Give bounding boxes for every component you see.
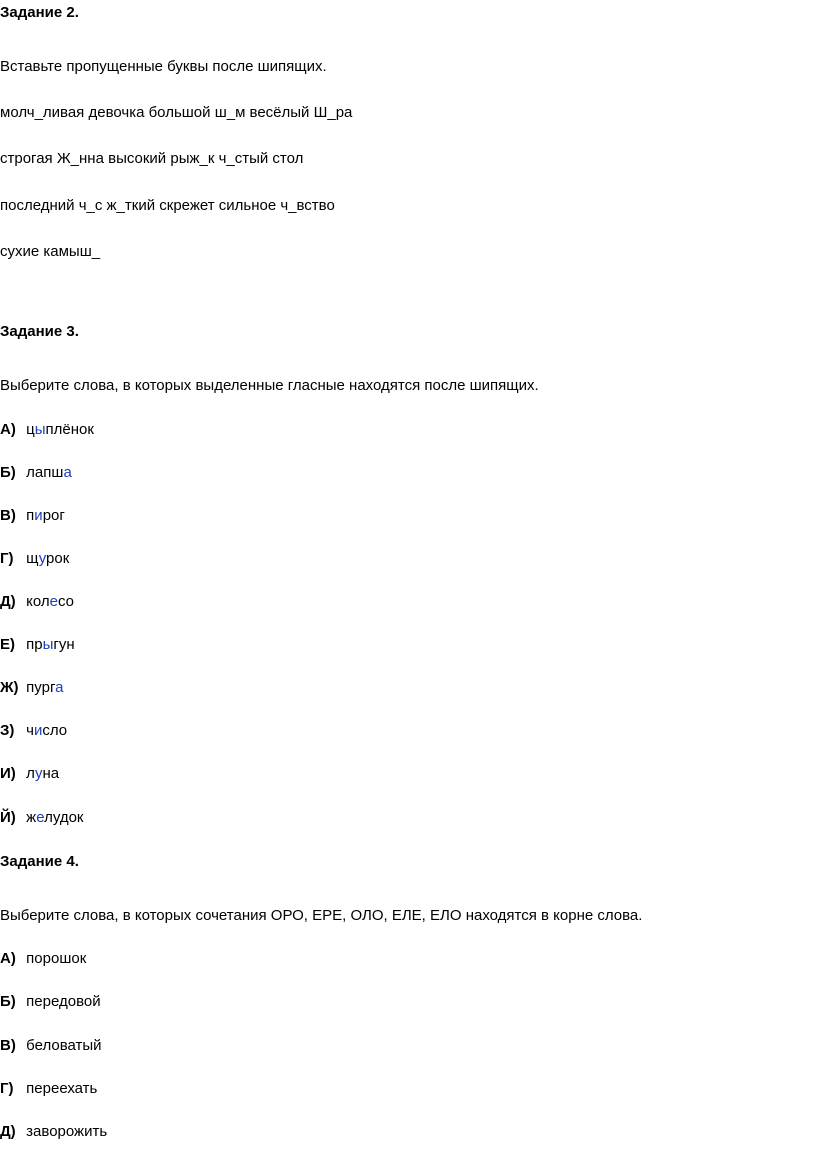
task3-option-d xyxy=(0,592,74,612)
option-word: переехать xyxy=(26,1080,98,1097)
highlighted-vowel: е xyxy=(36,809,45,826)
highlighted-vowel: ы xyxy=(34,421,46,438)
option-letter: А) xyxy=(0,421,16,438)
task3-heading: Задание 3. xyxy=(0,323,79,340)
option-word: пурга xyxy=(26,679,64,696)
option-letter: Й) xyxy=(0,809,16,826)
task3-option-g xyxy=(0,549,69,569)
option-word: желудок xyxy=(26,809,84,826)
option-letter: В) xyxy=(0,1037,16,1054)
task2-line-3: последний ч_с ж_ткий скрежет сильное ч_вство xyxy=(0,197,335,214)
task4-option-a xyxy=(0,949,86,969)
task2-line-2: строгая Ж_нна высокий рыж_к ч_стый стол xyxy=(0,150,304,167)
option-word: прыгун xyxy=(26,636,75,653)
highlighted-vowel: и xyxy=(34,722,43,739)
option-letter: Ж) xyxy=(0,679,19,696)
option-letter: З) xyxy=(0,722,15,739)
task2-heading: Задание 2. xyxy=(0,4,79,21)
option-word: щурок xyxy=(26,550,70,567)
task3-option-z xyxy=(0,721,67,741)
option-letter: Д) xyxy=(0,593,16,610)
option-word: пирог xyxy=(26,507,65,524)
task2-line-1: молч_ливая девочка большой ш_м весёлый Ш_ра xyxy=(0,104,353,121)
task3-option-y xyxy=(0,808,84,828)
option-word: заворожить xyxy=(26,1123,108,1140)
option-letter: Д) xyxy=(0,1123,16,1140)
highlighted-vowel: и xyxy=(34,507,43,524)
task3-option-zh xyxy=(0,678,63,698)
task3-option-e xyxy=(0,635,75,655)
task3-option-a xyxy=(0,420,94,440)
option-word: передовой xyxy=(26,993,101,1010)
option-letter: А) xyxy=(0,950,16,967)
highlighted-vowel: ы xyxy=(42,636,54,653)
option-word: беловатый xyxy=(26,1037,102,1054)
task4-option-g xyxy=(0,1079,97,1099)
task4-option-v xyxy=(0,1036,102,1056)
option-letter: Е) xyxy=(0,636,15,653)
task3-option-v xyxy=(0,506,65,526)
option-letter: Г) xyxy=(0,1080,14,1097)
highlighted-vowel: е xyxy=(49,593,59,610)
option-letter: Г) xyxy=(0,550,14,567)
option-letter: И) xyxy=(0,765,16,782)
task3-instruction: Выберите слова, в которых выделенные гласные находятся после шипящих. xyxy=(0,377,539,394)
highlighted-vowel: а xyxy=(63,464,72,481)
highlighted-vowel: у xyxy=(38,550,47,567)
highlighted-vowel: а xyxy=(55,679,64,696)
task4-instruction: Выберите слова, в которых сочетания ОРО, ЕРЕ, ОЛО, ЕЛЕ, ЕЛО находятся в корне слова. xyxy=(0,907,643,924)
task4-option-b xyxy=(0,992,101,1012)
option-word: луна xyxy=(26,765,60,782)
option-word: число xyxy=(26,722,68,739)
option-word: цыплёнок xyxy=(26,421,94,438)
option-letter: Б) xyxy=(0,464,16,481)
task2-instruction: Вставьте пропущенные буквы после шипящих. xyxy=(0,58,327,75)
task4-option-d xyxy=(0,1122,107,1142)
task3-option-b xyxy=(0,463,72,483)
option-letter: Б) xyxy=(0,993,16,1010)
option-letter: В) xyxy=(0,507,16,524)
highlighted-vowel: у xyxy=(34,765,43,782)
task3-option-i xyxy=(0,764,59,784)
option-word: лапша xyxy=(26,464,72,481)
task2-line-4: сухие камыш_ xyxy=(0,243,101,260)
option-word: порошок xyxy=(26,950,87,967)
task4-heading: Задание 4. xyxy=(0,853,79,870)
option-word: колесо xyxy=(26,593,75,610)
